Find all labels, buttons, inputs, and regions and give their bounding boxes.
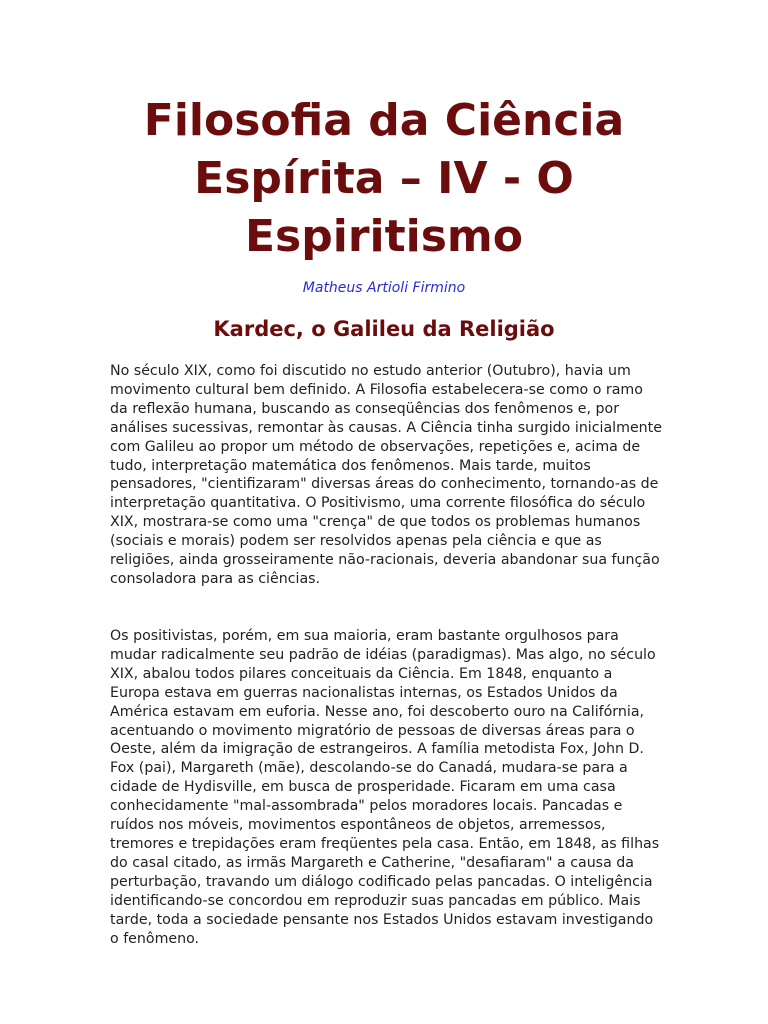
document-title: Filosofia da Ciência Espírita – IV - O Espiritismo <box>143 95 625 262</box>
section-subtitle: Kardec, o Galileu da Religião <box>213 317 555 341</box>
author-name: Matheus Artioli Firmino <box>302 280 466 296</box>
body-paragraph-2: Os positivistas, porém, em sua maioria, eram bastante orgulhosos para mudar radicalmente seu padrão de idéias (paradigmas). Mas algo, no século XIX, abalou todos pilares conceituais da Ciência. Em 1848, enquanto a Europa estava em guerras nacionalistas internas, os Estados Unidos da América estavam em euforia. Nesse ano, foi descoberto ouro na Califórnia, acentuando o movimento migratório de pessoas de diversas áreas para o Oeste, além da imigração de estrangeiros. A família metodista Fox, John D. Fox (pai), Margareth (mãe), descolando-se do Canadá, mudara-se para a cidade de Hydisville, em busca de prosperidade. Ficaram em uma casa conhecidamente "mal-assombrada" pelos moradores locais. Pancadas e ruídos nos móveis, movimentos espontâneos de objetos, arremessos, tremores e trepidações eram freqüentes pela casa. Então, em 1848, as filhas do casal citado, as irmãs Margareth e Catherine, "desafiaram" a causa da perturbação, travando um diálogo codificado pelas pancadas. O inteligência identificando-se concordou em reproduzir suas pancadas em público. Mais tarde, toda a sociedade pensante nos Estados Unidos estavam investigando o fenômeno. <box>110 628 660 947</box>
body-paragraph-1: No século XIX, como foi discutido no estudo anterior (Outubro), havia um movimento cultural bem definido. A Filosofia estabelecera-se como o ramo da reflexão humana, buscando as conseqüências dos fenômenos e, por análises sucessivas, remontar às causas. A Ciência tinha surgido inicialmente com Galileu ao propor um método de observações, repetições e, acima de tudo, interpretação matemática dos fenômenos. Mais tarde, muitos pensadores, "cientifizaram" diversas áreas do conhecimento, tornando-as de interpretação quantitativa. O Positivismo, uma corrente filosófica do século XIX, mostrara-se como uma "crença" de que todos os problemas humanos (sociais e morais) podem ser resolvidos apenas pela ciência e que as religiões, ainda grosseiramente não-racionais, deveria abandonar sua função consoladora para as ciências. <box>110 363 662 587</box>
